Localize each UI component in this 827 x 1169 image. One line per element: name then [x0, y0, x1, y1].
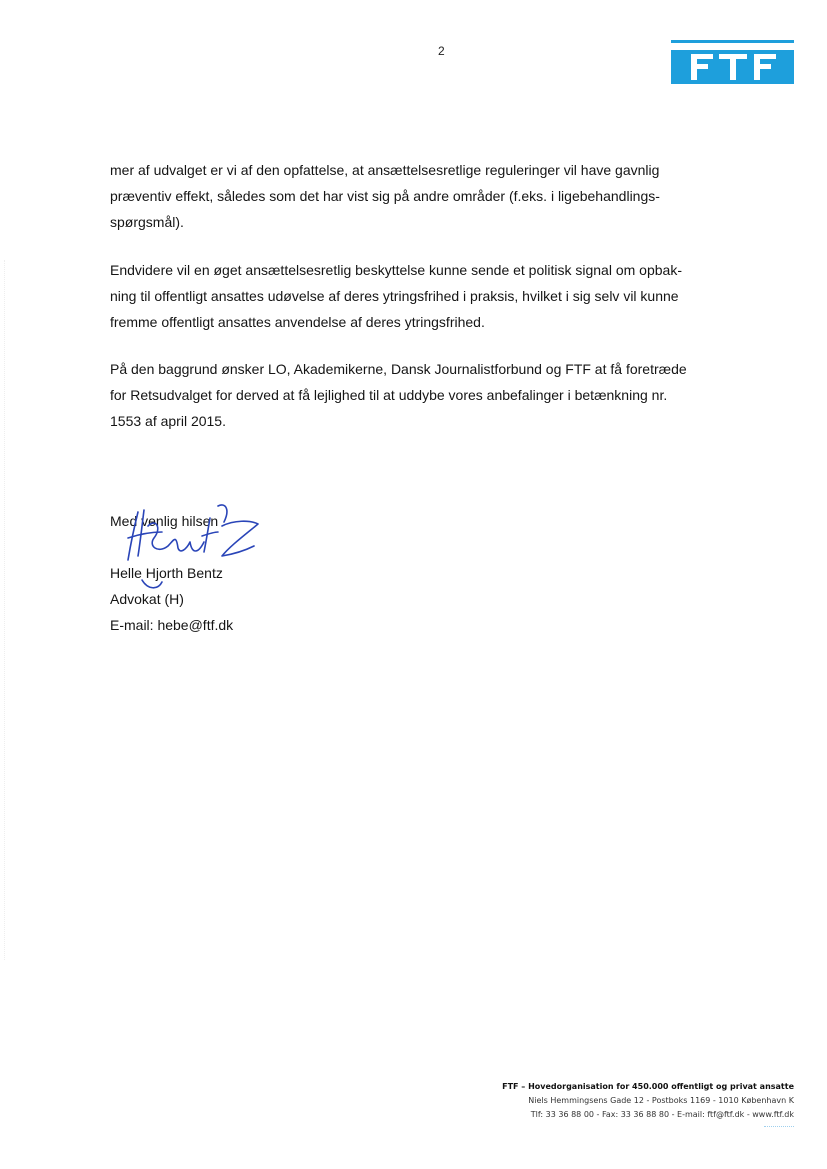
- footer-decoration: [764, 1126, 794, 1130]
- letterhead-footer: [502, 1080, 794, 1122]
- footer-organisation: FTF – Hovedorganisation for 450.000 offentligt og privat ansatte: [502, 1082, 794, 1091]
- text-line: ning til offentligt ansattes udøvelse af deres ytringsfrihed i praksis, hvilket i sig selv vil kunne: [110, 288, 679, 304]
- text-line: mer af udvalget er vi af den opfattelse, at ansættelsesretlige reguleringer vil have gavnlig: [110, 162, 660, 178]
- text-line: På den baggrund ønsker LO, Akademikerne, Dansk Journalistforbund og FTF at få foretræde: [110, 361, 687, 377]
- text-line: fremme offentligt ansattes anvendelse af deres ytringsfrihed.: [110, 314, 485, 330]
- text-line: præventiv effekt, således som det har vist sig på andre områder (f.eks. i ligebehandlings-: [110, 188, 660, 204]
- body-paragraph-1: [110, 157, 690, 235]
- closing-greeting: Med venlig hilsen: [110, 513, 219, 529]
- body-paragraph-2: [110, 257, 690, 335]
- signatory-email: E-mail: hebe@ftf.dk: [110, 617, 234, 633]
- signatory-title: Advokat (H): [110, 591, 184, 607]
- page-number: 2: [438, 44, 445, 58]
- ftf-logo: [671, 40, 794, 84]
- body-paragraph-3: [110, 356, 690, 434]
- text-line: 1553 af april 2015.: [110, 413, 226, 429]
- signatory-name: Helle Hjorth Bentz: [110, 565, 223, 581]
- scan-margin-artifact: [4, 260, 7, 960]
- text-line: spørgsmål).: [110, 214, 184, 230]
- footer-contact: Tlf: 33 36 88 00 - Fax: 33 36 88 80 - E-mail: ftf@ftf.dk - www.ftf.dk: [530, 1110, 794, 1119]
- text-line: for Retsudvalget for derved at få lejlighed til at uddybe vores anbefalinger i betænkning nr.: [110, 387, 668, 403]
- text-line: Endvidere vil en øget ansættelsesretlig beskyttelse kunne sende et politisk signal om opbak-: [110, 262, 682, 278]
- closing-block: [110, 508, 233, 638]
- footer-address: Niels Hemmingsens Gade 12 - Postboks 1169 - 1010 København K: [528, 1096, 794, 1105]
